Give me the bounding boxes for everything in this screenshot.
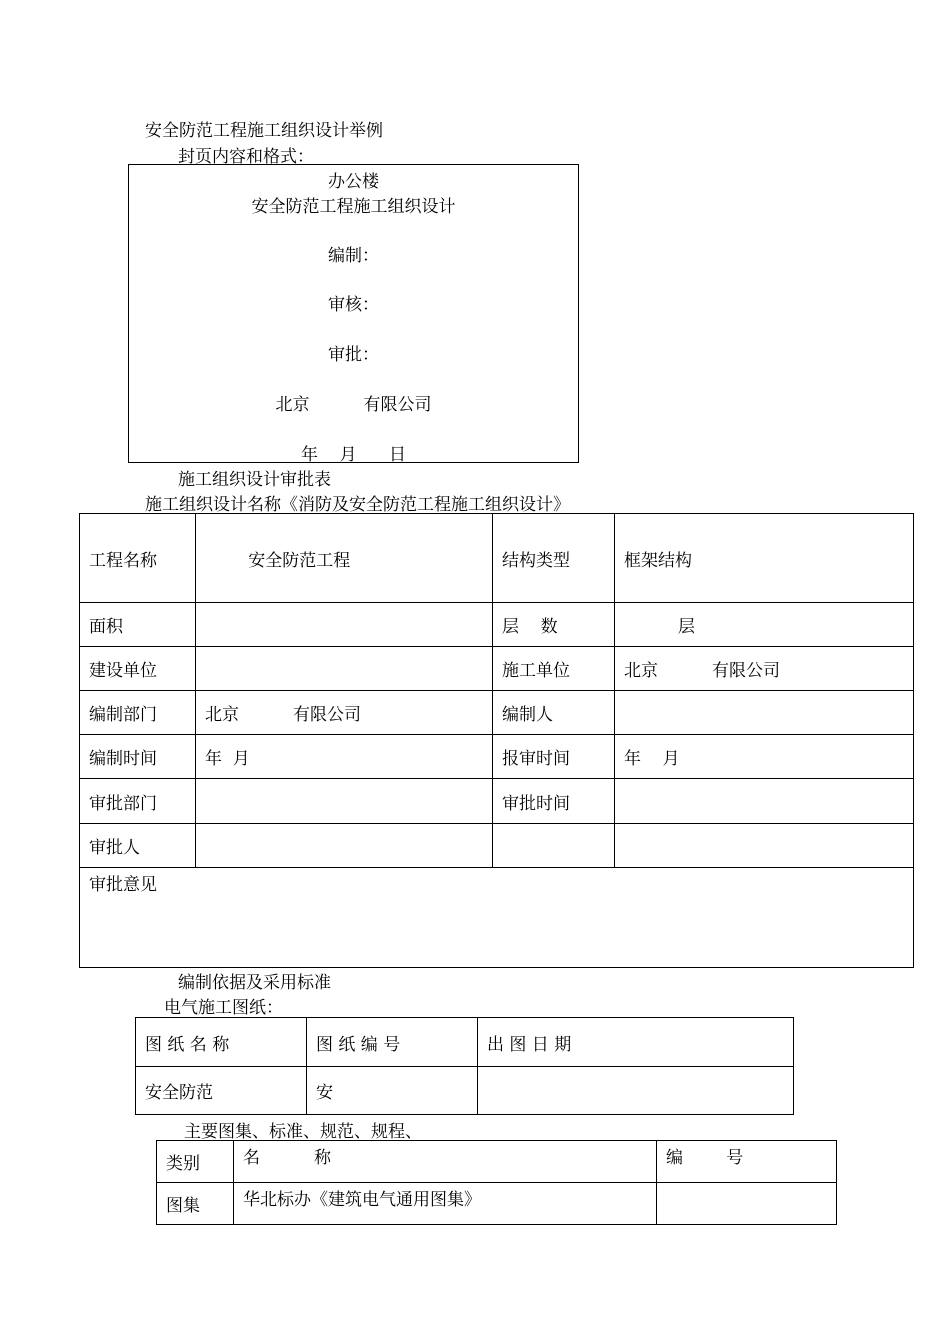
table-cell: 审批时间 xyxy=(493,779,615,824)
table-row xyxy=(80,691,914,735)
table-cell: 安 xyxy=(307,1067,478,1115)
table-cell xyxy=(196,603,493,647)
table-cell xyxy=(657,1183,837,1225)
table-cell: 报审时间 xyxy=(493,735,615,779)
table-cell xyxy=(615,691,914,735)
table-cell: 层 数 xyxy=(493,603,615,647)
basis-heading: 编制依据及采用标准 xyxy=(178,973,331,993)
table-header-cell: 名 称 xyxy=(234,1141,657,1183)
standards-table xyxy=(156,1140,837,1225)
table-header-cell: 图 纸 名 称 xyxy=(136,1018,307,1067)
table-row xyxy=(80,603,914,647)
cover-building: 办公楼 xyxy=(328,172,379,192)
table-header-cell: 图 纸 编 号 xyxy=(307,1018,478,1067)
document-title: 安全防范工程施工组织设计举例 xyxy=(145,121,383,141)
table-cell: 审批人 xyxy=(80,824,196,868)
table-cell xyxy=(493,824,615,868)
table-cell xyxy=(196,824,493,868)
table-header-row xyxy=(136,1018,794,1067)
table-row xyxy=(80,824,914,868)
table-cell xyxy=(615,779,914,824)
cover-date: 年 月 日 xyxy=(300,445,407,465)
table-header-cell: 编 号 xyxy=(657,1141,837,1183)
cover-reviewed: 审核： xyxy=(328,295,379,315)
table-cell: 层 xyxy=(615,603,914,647)
table-cell xyxy=(478,1067,794,1115)
table-row xyxy=(80,868,914,968)
drawings-table xyxy=(135,1017,794,1115)
cover-title: 安全防范工程施工组织设计 xyxy=(251,197,456,217)
table-header-cell: 出 图 日 期 xyxy=(478,1018,794,1067)
table-cell: 编制部门 xyxy=(80,691,196,735)
table-cell: 图集 xyxy=(157,1183,234,1225)
table-cell: 编制人 xyxy=(493,691,615,735)
table-header-cell: 类别 xyxy=(157,1141,234,1183)
table-cell: 华北标办《建筑电气通用图集》 xyxy=(234,1183,657,1225)
standards-heading: 主要图集、标准、规范、规程、 xyxy=(184,1122,422,1142)
cover-approved: 审批： xyxy=(328,345,379,365)
table-row xyxy=(80,514,914,603)
table-cell: 审批部门 xyxy=(80,779,196,824)
table-row xyxy=(157,1183,837,1225)
table-cell: 北京 有限公司 xyxy=(196,691,493,735)
table-cell: 结构类型 xyxy=(493,514,615,603)
drawings-heading: 电气施工图纸： xyxy=(164,998,283,1018)
table-cell: 安全防范 xyxy=(136,1067,307,1115)
table-cell: 施工单位 xyxy=(493,647,615,691)
table-cell: 年 月 xyxy=(615,735,914,779)
table-row xyxy=(80,647,914,691)
cover-heading: 封页内容和格式： xyxy=(178,147,314,167)
table-cell: 安全防范工程 xyxy=(196,514,493,603)
table-cell: 工程名称 xyxy=(80,514,196,603)
table-cell xyxy=(196,647,493,691)
table-header-row xyxy=(157,1141,837,1183)
table-cell: 建设单位 xyxy=(80,647,196,691)
approval-table xyxy=(79,513,914,968)
cover-box xyxy=(128,164,579,463)
approval-opinion-cell: 审批意见 xyxy=(80,868,914,968)
approval-name: 施工组织设计名称《消防及安全防范工程施工组织设计》 xyxy=(145,495,570,515)
table-cell: 面积 xyxy=(80,603,196,647)
table-cell: 北京 有限公司 xyxy=(615,647,914,691)
table-row xyxy=(136,1067,794,1115)
table-row xyxy=(80,735,914,779)
table-row xyxy=(80,779,914,824)
cover-company: 北京 有限公司 xyxy=(275,395,432,415)
table-cell: 框架结构 xyxy=(615,514,914,603)
cover-compiled: 编制： xyxy=(328,246,379,266)
approval-heading: 施工组织设计审批表 xyxy=(178,470,331,490)
table-cell xyxy=(196,779,493,824)
table-cell xyxy=(615,824,914,868)
table-cell: 编制时间 xyxy=(80,735,196,779)
table-cell: 年 月 xyxy=(196,735,493,779)
